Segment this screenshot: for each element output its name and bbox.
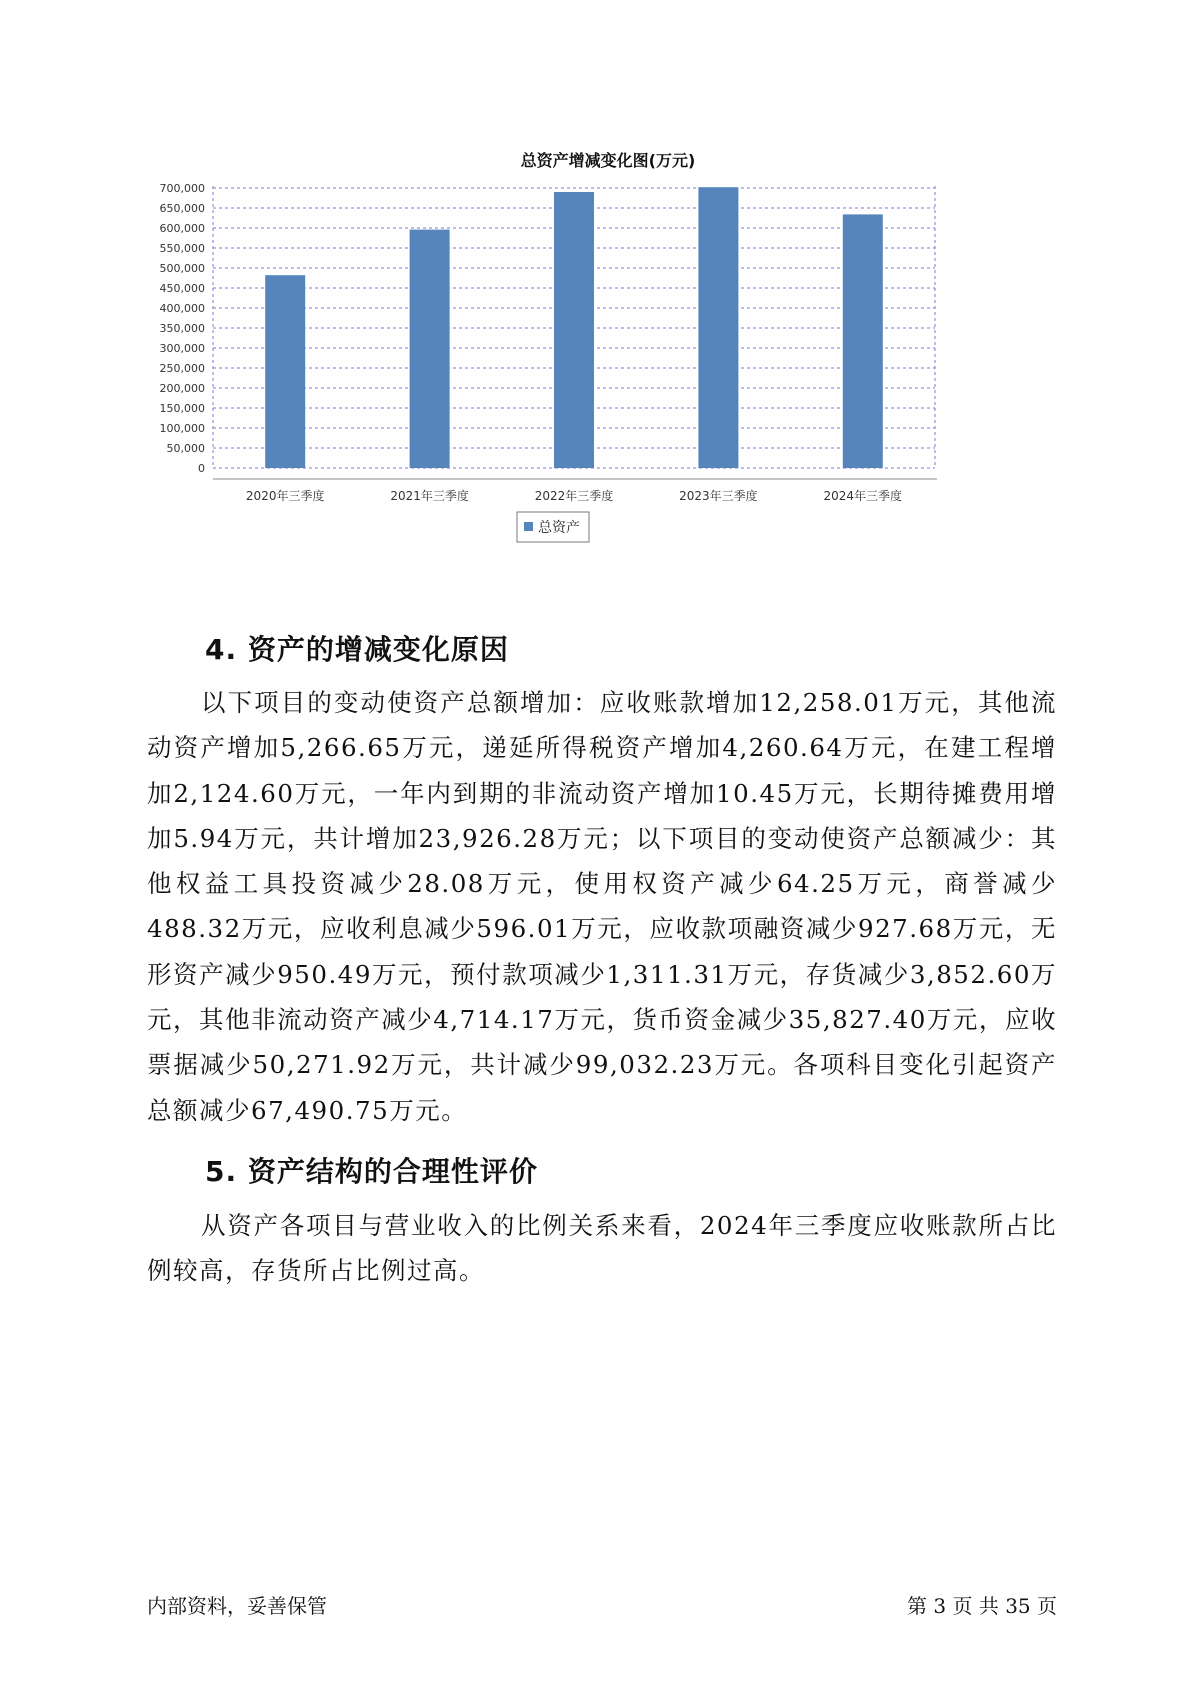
footer-page-number	[907, 1594, 1057, 1618]
x-tick-label: 2022年三季度	[534, 489, 614, 503]
section-5-heading: 5. 资产结构的合理性评价	[205, 1155, 538, 1188]
legend-swatch	[524, 522, 533, 531]
y-tick-label: 450,000	[159, 282, 205, 295]
bar	[265, 275, 305, 468]
y-tick-label: 700,000	[159, 182, 205, 195]
y-axis-ticks	[160, 182, 206, 475]
y-tick-label: 650,000	[159, 202, 205, 215]
page-current: 3	[933, 1594, 947, 1618]
y-tick-label: 200,000	[159, 382, 205, 395]
y-tick-label: 50,000	[166, 442, 205, 455]
page-mid: 页	[952, 1594, 973, 1618]
y-tick-label: 100,000	[159, 422, 205, 435]
y-tick-label: 350,000	[159, 322, 205, 335]
y-tick-label: 500,000	[159, 262, 205, 275]
section-5-paragraph: 从资产各项目与营业收入的比例关系来看，2024年三季度应收账款所占比例较高，存货所占比例过高。	[147, 1211, 1057, 1286]
page-total: 35	[1005, 1594, 1031, 1618]
x-tick-label: 2021年三季度	[390, 489, 469, 503]
total-assets-chart	[150, 140, 1050, 580]
section-4-heading: 4. 资产的增减变化原因	[205, 633, 509, 666]
y-tick-label: 250,000	[159, 362, 205, 375]
bar	[554, 192, 594, 468]
footer-confidential-note: 内部资料，妥善保管	[147, 1594, 327, 1618]
total-prefix: 共	[978, 1594, 999, 1618]
x-tick-label: 2024年三季度	[823, 489, 903, 503]
x-tick-label: 2023年三季度	[679, 489, 758, 503]
bar	[410, 230, 450, 468]
y-tick-label: 150,000	[159, 402, 205, 415]
chart-title: 总资产增减变化图(万元)	[520, 151, 696, 170]
page-prefix: 第	[907, 1594, 928, 1618]
bar	[843, 214, 883, 468]
section-4-paragraph: 以下项目的变动使资产总额增加：应收账款增加12,258.01万元，其他流动资产增加5,266.65万元，递延所得税资产增加4,260.64万元，在建工程增加2,124.60万元，一年内到期的非流动资产增加10.45万元，长期待摊费用增加5.94万元，共计增加23,926.28万元；以下项目的变动使资产总额减少：其他权益工具投资减少28.08万元，使用权资产减少64.25万元，商誉减少488.32万元，应收利息减少596.01万元，应收款项融资减少927.68万元，无形资产减少950.49万元，预付款项减少1,311.31万元，存货减少3,852.60万元，其他非流动资产减少4,714.17万元，货币资金减少35,827.40万元，应收票据减少50,271.92万元，共计减少99,032.23万元。各项科目变化引起资产总额减少67,490.75万元。	[147, 688, 1057, 1125]
y-tick-label: 0	[198, 462, 205, 475]
y-tick-label: 400,000	[159, 302, 205, 315]
legend-label: 总资产	[538, 520, 580, 536]
x-tick-label: 2020年三季度	[245, 489, 325, 503]
y-tick-label: 300,000	[159, 342, 205, 355]
x-axis-ticks	[246, 488, 902, 503]
chart-legend	[517, 512, 589, 542]
total-suffix: 页	[1037, 1594, 1057, 1618]
y-tick-label: 550,000	[159, 242, 205, 255]
bar	[698, 187, 738, 468]
y-tick-label: 600,000	[159, 222, 205, 235]
